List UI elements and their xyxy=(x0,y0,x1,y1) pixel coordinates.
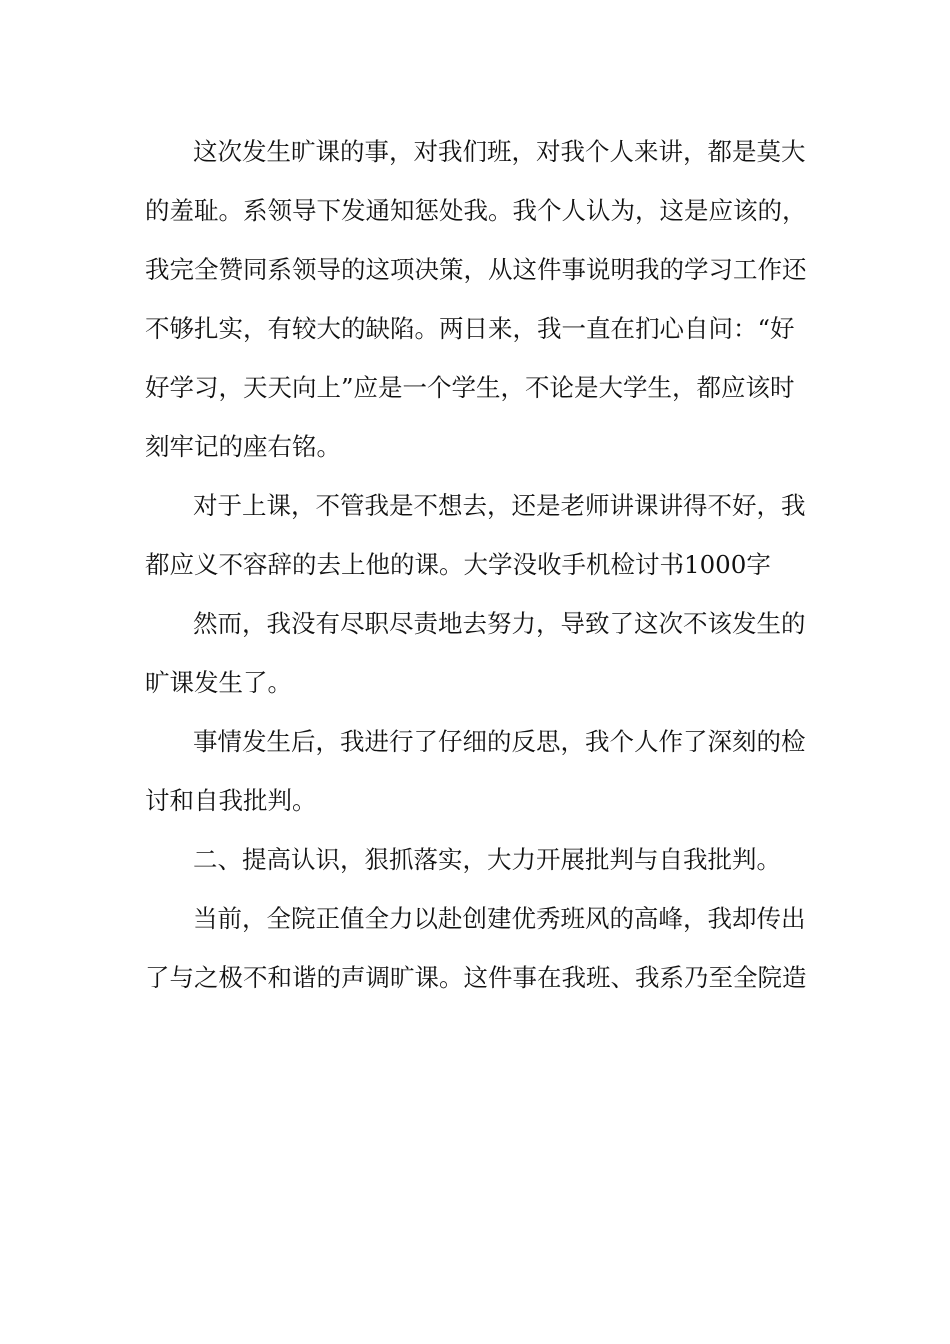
paragraph-2 xyxy=(145,476,815,594)
text-line: 我完全赞同系领导的这项决策，从这件事说明我的学习工作还 xyxy=(145,255,807,284)
heading-line: 二、提高认识，狠抓落实，大力开展批判与自我批判。 xyxy=(193,845,781,874)
text-line: 旷课发生了。 xyxy=(145,668,292,697)
text-line: 然而，我没有尽职尽责地去努力，导致了这次不该发生的 xyxy=(193,609,806,638)
paragraph-3 xyxy=(145,594,815,712)
text-line: 不够扎实，有较大的缺陷。两日来，我一直在扪心自问：“好 xyxy=(145,314,795,343)
document-body xyxy=(145,122,815,1007)
paragraph-1 xyxy=(145,122,815,476)
text-line: 讨和自我批判。 xyxy=(145,786,317,815)
text-line: 好学习，天天向上”应是一个学生，不论是大学生，都应该时 xyxy=(145,373,795,402)
text-line: 刻牢记的座右铭。 xyxy=(145,432,341,461)
text-line: 当前，全院正值全力以赴创建优秀班风的高峰，我却传出 xyxy=(193,904,806,933)
text-line: 了与之极不和谐的声调旷课。这件事在我班、我系乃至全院造 xyxy=(145,963,807,992)
text-line: 都应义不容辞的去上他的课。大学没收手机检讨书1000字 xyxy=(145,550,771,579)
text-line: 这次发生旷课的事，对我们班，对我个人来讲，都是莫大 xyxy=(193,137,806,166)
paragraph-4 xyxy=(145,712,815,830)
section-heading xyxy=(145,830,815,889)
paragraph-5 xyxy=(145,889,815,1007)
text-line: 对于上课，不管我是不想去，还是老师讲课讲得不好，我 xyxy=(193,491,806,520)
text-line: 的羞耻。系领导下发通知惩处我。我个人认为，这是应该的， xyxy=(145,196,807,225)
text-line: 事情发生后，我进行了仔细的反思，我个人作了深刻的检 xyxy=(193,727,806,756)
